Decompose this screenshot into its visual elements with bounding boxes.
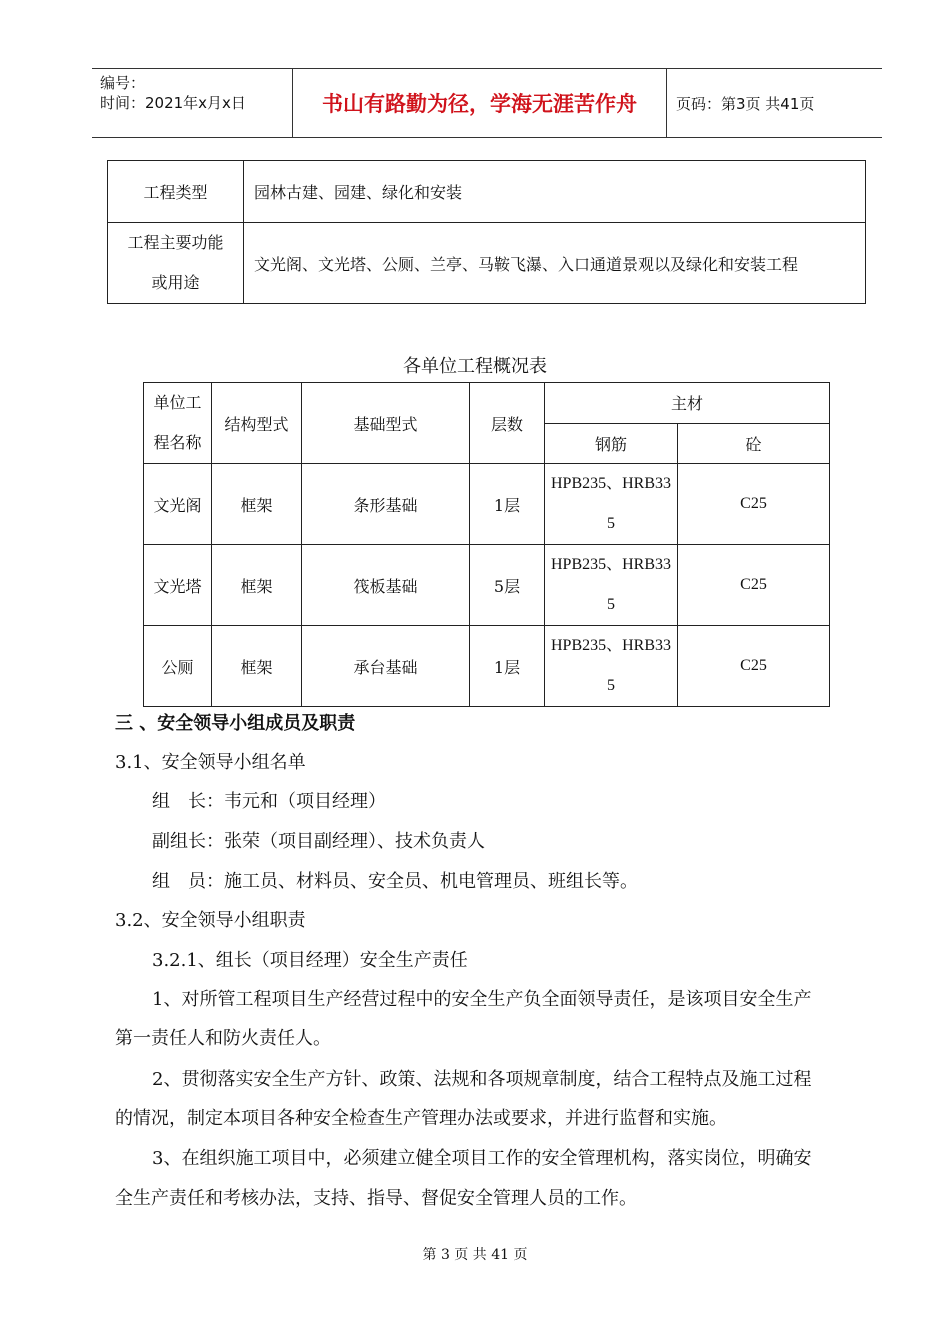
header-steel: 钢筋 [545, 423, 678, 464]
header-concrete: 砼 [678, 423, 830, 464]
header-unit-line1: 单位工 [153, 393, 202, 412]
cell-steel-line2: 5 [607, 515, 615, 532]
cell-floors: 1层 [470, 464, 545, 545]
subsection-3-2-1: 3.2.1、组长（项目经理）安全生产责任 [152, 950, 468, 971]
leader-line: 组 长：韦元和（项目经理） [152, 791, 386, 812]
cell-steel [545, 626, 678, 707]
cell-structure: 框架 [212, 464, 302, 545]
cell-steel-line1: HPB235、HRB33 [550, 475, 672, 492]
section-heading: 三 、安全领导小组成员及职责 [115, 713, 356, 734]
info-value-type: 园林古建、园建、绿化和安装 [244, 161, 866, 223]
cell-name: 公厕 [144, 626, 212, 707]
header-foundation: 基础型式 [302, 383, 470, 464]
page-header [92, 68, 882, 138]
paragraph-2-line1: 2、贯彻落实安全生产方针、政策、法规和各项规章制度，结合工程特点及施工过程 [152, 1069, 812, 1090]
header-unit-line2: 程名称 [153, 433, 202, 452]
page-footer: 第 3 页 共 41 页 [422, 1247, 528, 1263]
header-motto: 书山有路勤为径，学海无涯苦作舟 [292, 69, 667, 137]
subsection-3-1: 3.1、安全领导小组名单 [115, 752, 306, 773]
header-main-material: 主材 [545, 383, 830, 424]
cell-floors: 1层 [470, 626, 545, 707]
paragraph-1-line1: 1、对所管工程项目生产经营过程中的安全生产负全面领导责任，是该项目安全生产 [152, 989, 812, 1010]
doc-time-label: 时间：2021年x月x日 [100, 94, 246, 112]
cell-name: 文光阁 [144, 464, 212, 545]
header-meta [92, 69, 292, 137]
cell-concrete: C25 [678, 545, 830, 626]
unit-table-caption: 各单位工程概况表 [403, 356, 547, 377]
header-floors: 层数 [470, 383, 545, 464]
cell-concrete: C25 [678, 626, 830, 707]
paragraph-1-line2: 第一责任人和防火责任人。 [115, 1028, 331, 1049]
cell-foundation: 筏板基础 [302, 545, 470, 626]
header-structure: 结构型式 [212, 383, 302, 464]
cell-steel-line2: 5 [607, 677, 615, 694]
cell-concrete: C25 [678, 464, 830, 545]
paragraph-3-line1: 3、在组织施工项目中，必须建立健全项目工作的安全管理机构，落实岗位，明确安 [152, 1148, 812, 1169]
table-header-row [144, 383, 830, 424]
info-label-function-line1: 工程主要功能 [127, 233, 224, 252]
cell-structure: 框架 [212, 626, 302, 707]
unit-overview-table [143, 382, 830, 707]
cell-steel [545, 545, 678, 626]
table-row [144, 464, 830, 545]
table-row [144, 626, 830, 707]
table-row [108, 161, 866, 223]
cell-floors: 5层 [470, 545, 545, 626]
cell-steel [545, 464, 678, 545]
cell-steel-line1: HPB235、HRB33 [550, 637, 672, 654]
info-value-function: 文光阁、文光塔、公厕、兰亭、马鞍飞瀑、入口通道景观以及绿化和安装工程 [244, 223, 866, 304]
cell-steel-line2: 5 [607, 596, 615, 613]
info-label-function-line2: 或用途 [151, 273, 200, 292]
members-line: 组 员：施工员、材料员、安全员、机电管理员、班组长等。 [152, 871, 638, 892]
table-row [108, 223, 866, 304]
cell-steel-line1: HPB235、HRB33 [550, 556, 672, 573]
doc-number-label: 编号： [100, 74, 146, 92]
cell-foundation: 承台基础 [302, 626, 470, 707]
header-unit-name [144, 383, 212, 464]
project-info-table [107, 160, 866, 304]
cell-foundation: 条形基础 [302, 464, 470, 545]
info-label-type: 工程类型 [108, 161, 244, 223]
cell-structure: 框架 [212, 545, 302, 626]
cell-name: 文光塔 [144, 545, 212, 626]
paragraph-2-line2: 的情况，制定本项目各种安全检查生产管理办法或要求，并进行监督和实施。 [115, 1108, 727, 1129]
info-label-function [108, 223, 244, 304]
subsection-3-2: 3.2、安全领导小组职责 [115, 910, 306, 931]
table-row [144, 545, 830, 626]
deputy-line: 副组长：张荣（项目副经理）、技术负责人 [152, 831, 485, 852]
header-page-label: 页码：第3页 共41页 [676, 94, 815, 113]
paragraph-3-line2: 全生产责任和考核办法，支持、指导、督促安全管理人员的工作。 [115, 1188, 637, 1209]
